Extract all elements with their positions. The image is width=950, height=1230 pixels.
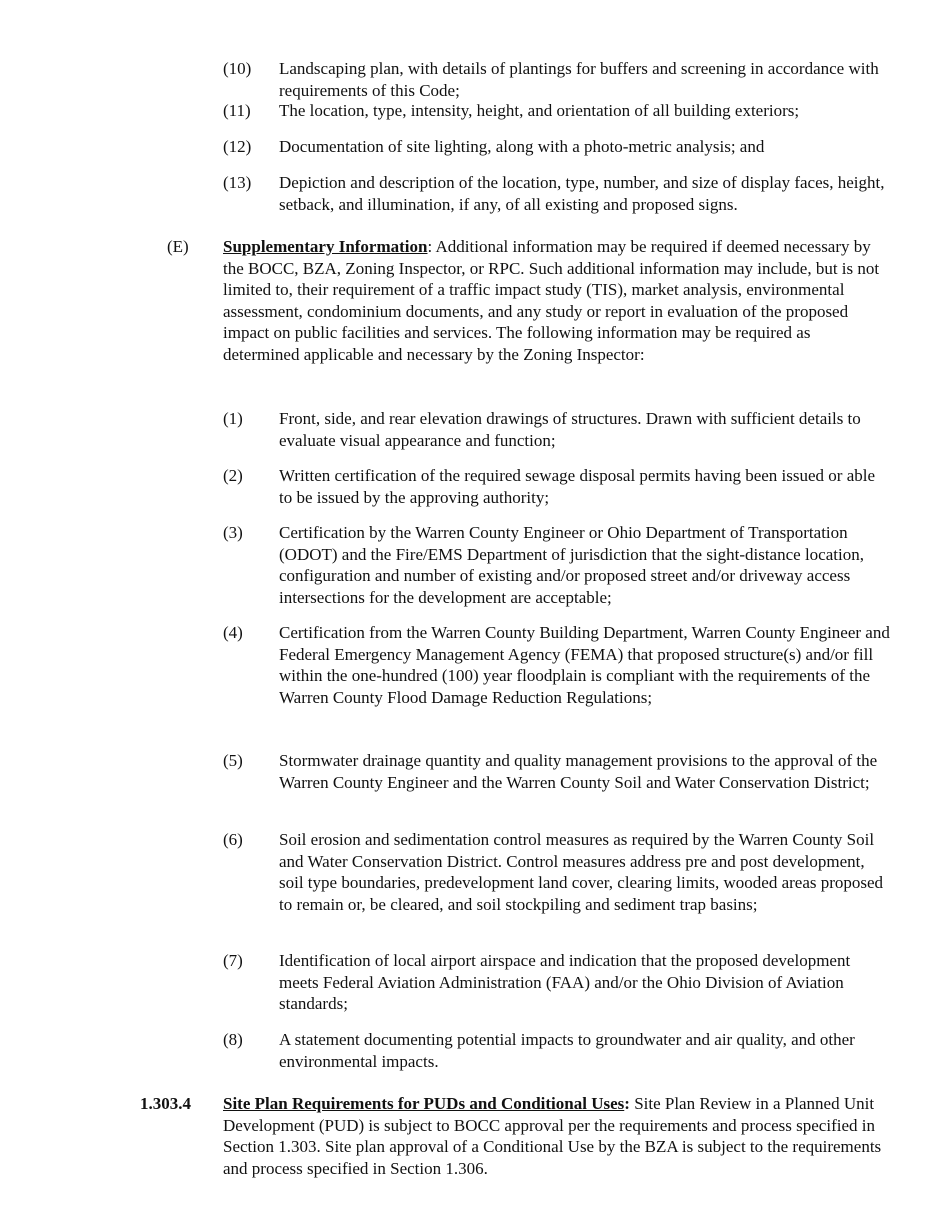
section-number: 1.303.4	[140, 1094, 191, 1113]
item-text: Depiction and description of the location, type, number, and size of display faces, height, setback, and illumination, if any, of all existing and proposed signs.	[279, 173, 885, 214]
item-number: (6)	[223, 830, 243, 849]
section-paragraph	[223, 1093, 893, 1179]
section-paragraph	[223, 236, 883, 365]
item-number: (5)	[223, 751, 243, 770]
item-text: Soil erosion and sedimentation control measures as required by the Warren County Soil and Water Conservation District. Control measures address pre and post development, soil type boundaries, predevelopment land cover, clearing limits, wooded areas proposed to remain or, be cleared, and soil stockpiling and sediment trap basins;	[279, 830, 884, 914]
item-number: (1)	[223, 409, 243, 428]
item-number: (8)	[223, 1030, 243, 1049]
item-text: Identification of local airport airspace and indication that the proposed development meets Federal Aviation Administration (FAA) and/or the Ohio Division of Aviation standards;	[279, 951, 851, 1013]
section-text: Site Plan Review in a Planned Unit Development (PUD) is subject to BOCC approval per the requirements and process specified in Section 1.303. Site plan approval of a Conditional Use by the BZA is subject to the requirements and process specified in Section 1.306.	[223, 1094, 882, 1178]
item-text: Front, side, and rear elevation drawings of structures. Drawn with sufficient details to evaluate visual appearance and function;	[279, 409, 861, 450]
item-text: The location, type, intensity, height, and orientation of all building exteriors;	[279, 101, 800, 120]
item-number: (11)	[223, 101, 251, 120]
item-text: Certification from the Warren County Building Department, Warren County Engineer and Federal Emergency Management Agency (FEMA) that proposed structure(s) and/or fill within the one-hundred (100) year floodplain is compliant with the requirements of the Warren County Flood Damage Reduction Regulations;	[279, 623, 890, 707]
item-text: Stormwater drainage quantity and quality management provisions to the approval of the Warren County Engineer and the Warren County Soil and Water Conservation District;	[279, 751, 878, 792]
item-text: Written certification of the required sewage disposal permits having been issued or able to be issued by the approving authority;	[279, 466, 876, 507]
item-number: (10)	[223, 59, 252, 78]
item-number: (2)	[223, 466, 243, 485]
item-number: (13)	[223, 173, 252, 192]
item-number: (12)	[223, 137, 252, 156]
item-number: (3)	[223, 523, 243, 542]
item-text: A statement documenting potential impacts to groundwater and air quality, and other environmental impacts.	[279, 1030, 855, 1071]
section-title: Supplementary Information	[223, 237, 428, 256]
section-text: : Additional information may be required if deemed necessary by the BOCC, BZA, Zoning Inspector, or RPC. Such additional information may include, but is not limited to, their requirement of a traffic impact study (TIS), market analysis, environmental assessment, condominium documents, and any study or report in evaluation of the proposed impact on public facilities and services. The following information may be required as determined applicable and necessary by the Zoning Inspector:	[223, 237, 880, 364]
item-number: (7)	[223, 951, 243, 970]
item-text: Certification by the Warren County Engineer or Ohio Department of Transportation (ODOT) and the Fire/EMS Department of jurisdiction that the sight-distance location, configuration and number of existing and/or proposed street and/or driveway access intersections for the development are acceptable;	[279, 523, 864, 607]
section-colon: :	[624, 1094, 630, 1113]
item-text: Landscaping plan, with details of plantings for buffers and screening in accordance with requirements of this Code;	[279, 59, 879, 100]
section-title: Site Plan Requirements for PUDs and Conditional Uses	[223, 1094, 625, 1113]
section-label: (E)	[167, 237, 189, 256]
item-number: (4)	[223, 623, 243, 642]
item-text: Documentation of site lighting, along with a photo-metric analysis; and	[279, 137, 765, 156]
